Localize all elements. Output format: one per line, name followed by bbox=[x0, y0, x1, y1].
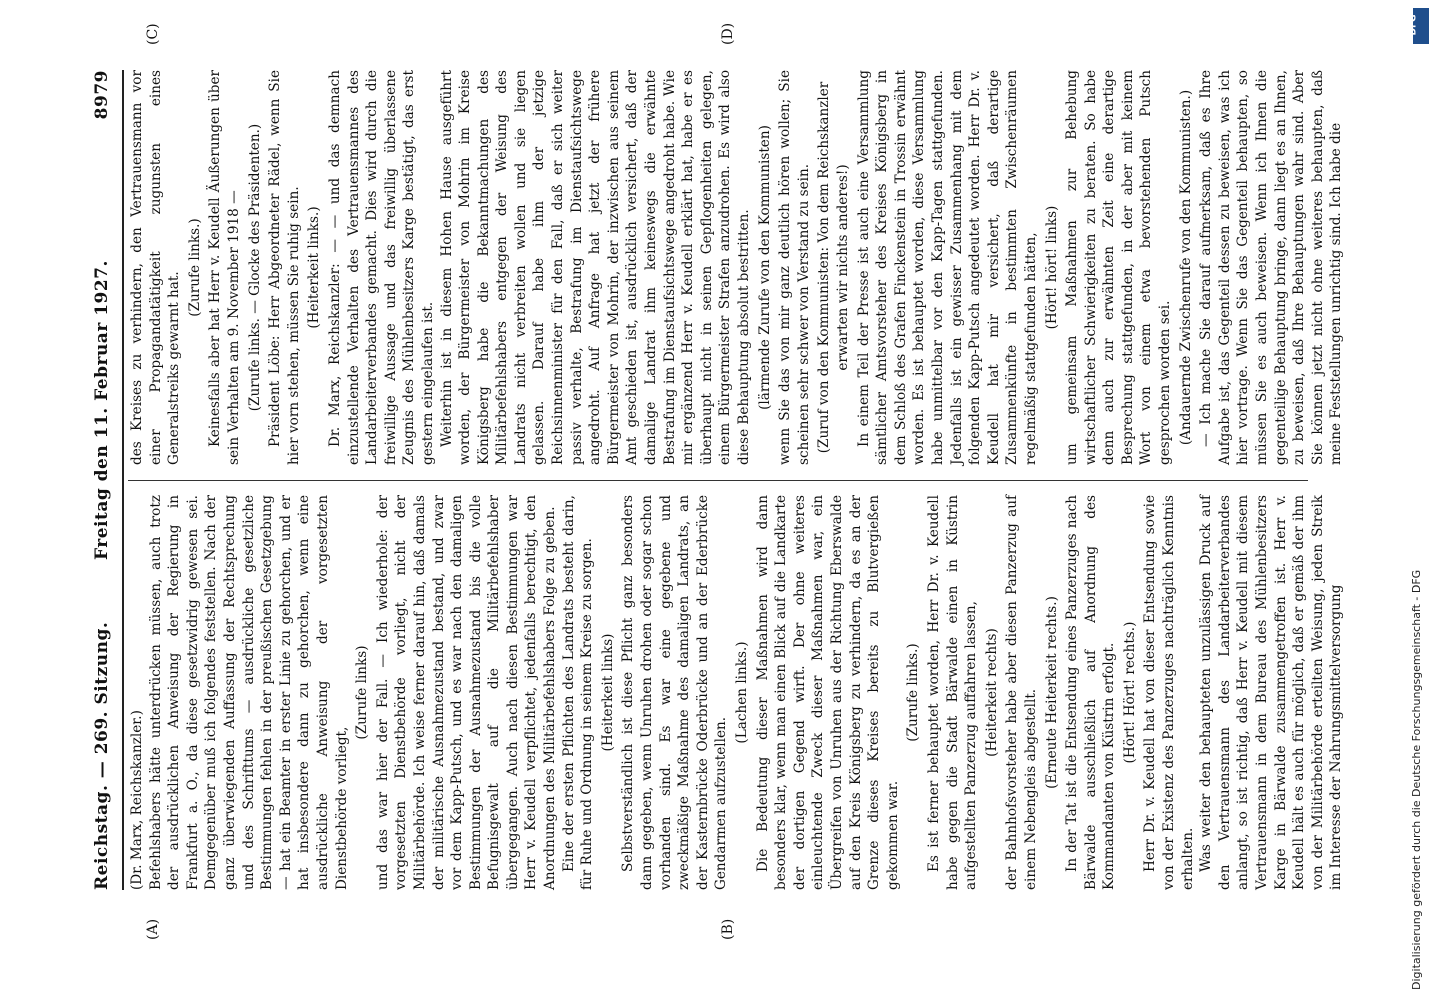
interjection: (lärmende Zurufe von den Kommunisten) bbox=[756, 125, 773, 410]
interjection: (Andauernde Zwischenrufe von den Kommunisten.) bbox=[1177, 89, 1194, 446]
text-column-left bbox=[128, 495, 1345, 890]
paragraph: In einem Teil der Presse ist auch eine Versammlung sämtlicher Amtsvorsteher des Kreises Königsberg in dem Schloß des Grafen Finckenstein in Trossin erwähnt worden. Es ist behauptet worden, diese Versammlung habe unmittelbar vor den Kapp-Tagen stattgefunden. Jedenfalls ist ein gewisser Zusammenhang mit dem folgenden Kapp-Putsch angedeutet worden. Herr Dr. v. Keudell hat mir versichert, daß derartige Zusammenkünfte in bestimmten Zwischenräumen regelmäßig stattgefunden hätten, bbox=[855, 70, 1039, 465]
paragraph: Es ist ferner behauptet worden, Herr Dr. v. Keudell habe gegen die Stadt Bärwalde einen in Küstrin aufgestellten Panzerzug auffahren lassen, bbox=[925, 495, 980, 890]
page-header bbox=[92, 70, 122, 890]
paragraph: Keinesfalls aber hat Herr v. Keudell Äußerungen über sein Verhalten am 9. November 1918 — bbox=[207, 70, 242, 465]
paragraph: Befehlshabers hätte unterdrücken müssen, auch trotz der ausdrücklichen Anweisung der Regierung in Frankfurt a. O., da diese gesetzwidrig gewesen sei. Demgegenüber muß ich folgendes feststellen. Nach der ganz überwiegenden Auffassung der Rechtsprechung und des Schrifttums — ausdrückliche gesetzliche Bestimmungen fehlen in der preußischen Gesetzgebung — hat ein Beamter in erster Linie zu gehorchen, und er hat insbesondere dann zu gehorchen, wenn eine ausdrückliche Anweisung der vorgesetzten Dienstbehörde vorliegt, bbox=[147, 495, 350, 890]
margin-mark-d: (D) bbox=[720, 22, 736, 45]
text-column-right bbox=[128, 70, 1345, 465]
header-left: Reichstag. — 269. Sitzung. bbox=[92, 621, 112, 890]
dfg-logo-icon bbox=[1408, 8, 1429, 44]
interjection: (Zurufe links) bbox=[354, 645, 371, 740]
paragraph: Präsident Löbe: Herr Abgeordneter Rädel, wenn Sie hier vorn stehen, müssen Sie ruhig sein. bbox=[267, 70, 302, 465]
column-divider bbox=[128, 480, 1308, 481]
interjection: (Hört! hört! links) bbox=[1043, 205, 1060, 330]
paragraph: Eine der ersten Pflichten des Landrats besteht darin, für Ruhe und Ordnung in seinem Kreise zu sorgen. bbox=[560, 495, 596, 890]
digitization-credit bbox=[1410, 10, 1430, 990]
header-rule bbox=[122, 70, 124, 890]
paragraph: Weiterhin ist in diesem Hohen Hause ausgeführt worden, der Bürgermeister von Mohrin im Kreise Königsberg habe die Bekanntmachungen des Militärbefehlshabers entgegen der Weisung des Landrats nicht verbreiten wollen und sie liegen gelassen. Darauf habe ihm der jetzige Reichsinnenminister für den Fall, daß er sich weiter passiv verhalte, Bestrafung im Dienstaufsichtswege angedroht. Auf Anfrage hat jetzt der frühere Bürgermeister von Mohrin, der inzwischen aus seinem Amt geschieden ist, ausdrücklich versichert, daß der damalige Landrat ihm keineswegs die erwähnte Bestrafung im Dienstaufsichtswege angedroht habe. Wie mir ergänzend Herr v. Keudell erklärt hat, habe er es überhaupt nicht in seinen Gepflogenheiten gelegen, einem Bürgermeister Strafen anzudrohen. Es wird also diese Behauptung absolut bestritten. bbox=[438, 70, 752, 465]
paragraph: Herr Dr. v. Keudell hat von dieser Entsendung sowie von der Existenz des Panzerzuges nachträglich Kenntnis erhalten. bbox=[1142, 495, 1196, 890]
margin-mark-b: (B) bbox=[720, 918, 736, 940]
interjection: (Lachen links.) bbox=[734, 641, 750, 744]
interjection: (Zuruf von den Kommunisten: Von dem Reichskanzler erwarten wir nichts anderes!) bbox=[816, 81, 851, 454]
paragraph: wenn Sie das von mir ganz deutlich hören wollen; Sie scheinen sehr schwer von Verstand zu sein. bbox=[777, 70, 812, 465]
page-number: 8979 bbox=[92, 70, 112, 120]
interjection: (Heiterkeit rechts) bbox=[983, 628, 1000, 757]
interjection: (Zurufe links.) bbox=[905, 643, 922, 742]
paragraph: und das war hier der Fall. — Ich wiederhole: der vorgesetzten Dienstbehörde vorliegt, nicht der Militärbehörde. Ich weise ferner darauf hin, daß damals der militärische Ausnahmezustand bestand, und zwar vor dem Kapp-Putsch, und es war nach den damaligen Bestimmungen der Ausnahmezustand bis die volle Befugnisgewalt auf die Militärbefehlshaber übergegangen. Auch nach diesen Bestimmungen war Herr v. Keudell verpflichtet, jedenfalls berechtigt, den Anordnungen des Militärbefehlshabers Folge zu geben. bbox=[374, 495, 559, 890]
header-date: Freitag den 11. Februar 1927. bbox=[92, 260, 112, 560]
interjection: (Heiterkeit links) bbox=[599, 633, 616, 752]
interjection: (Zurufe links.) bbox=[186, 218, 203, 317]
paragraph: Was weiter den behaupteten unzulässigen Druck auf den Vertrauensmann des Landarbeiterverbandes anlangt, so ist richtig, daß Herr v. Keudell mit diesem Vertrauensmann in dem Bureau des Mühlenbesitzers Karge in Bärwalde zusammengetroffen ist. Herr v. Keudell hält es auch für möglich, daß er gemäß der ihm von der Militärbehörde erteilten Weisung, jeden Streik im Interesse der Nahrungsmittelversorgung bbox=[1198, 495, 1345, 890]
interjection: (Heiterkeit links.) bbox=[306, 206, 323, 329]
paragraph: — Ich mache Sie darauf aufmerksam, daß es Ihre Aufgabe ist, das Gegenteil dessen zu beweisen, was ich hier vortrage. Wenn Sie das Gegenteil behaupten, so müssen Sie es auch beweisen. Wenn ich Ihnen die gegenteilige Behauptung bringe, dann liegt es an Ihnen, zu beweisen, daß Ihre Behauptungen wahr sind. Aber Sie können jetzt nicht ohne weiteres behaupten, daß meine Feststellungen unrichtig sind. Ich habe die bbox=[1198, 70, 1345, 465]
dfg-logo-text: DFG bbox=[1408, 14, 1419, 36]
interjection: (Zurufe links. — Glocke des Präsidenten.) bbox=[246, 123, 263, 412]
paragraph: In der Tat ist die Entsendung eines Panzerzuges nach Bärwalde ausschließlich auf Anordnung des Kommandanten von Küstrin erfolgt. bbox=[1064, 495, 1118, 890]
interjection: (Hört! Hört! rechts.) bbox=[1121, 621, 1138, 764]
paragraph: Dr. Marx, Reichskanzler: — — und das demnach einzustellende Verhalten des Vertrauensmannes des Landarbeiterverbandes gemacht. Dies wird durch die freiwillige Aussage und das freiwillig überlassene Zeugnis des Mühlenbesitzers Karge bestätigt, das erst gestern eingelaufen ist. bbox=[326, 70, 436, 465]
paragraph: (Dr. Marx, Reichskanzler.) bbox=[129, 710, 145, 890]
paragraph: Die Bedeutung dieser Maßnahmen wird dann besonders klar, wenn man einen Blick auf die Landkarte der dortigen Gegend wirft. Der ohne weiteres einleuchtende Zweck dieser Maßnahmen war, ein Übergreifen von Unruhen aus der Richtung Eberswalde auf den Kreis Königsberg zu verhindern, da es an der Grenze dieses Kreises bereits zu Blutvergießen gekommen war. bbox=[754, 495, 901, 890]
paragraph: der Bahnhofsvorsteher habe aber diesen Panzerzug auf einem Nebengleis abgestellt. bbox=[1004, 495, 1039, 890]
interjection: (Erneute Heiterkeit rechts.) bbox=[1043, 596, 1060, 789]
credit-text: Digitalisierung gefördert durch die Deutsche Forschungsgemeinschaft - DFG bbox=[1410, 569, 1423, 990]
margin-mark-a: (A) bbox=[145, 918, 161, 940]
margin-mark-c: (C) bbox=[145, 23, 161, 45]
paragraph: um gemeinsam Maßnahmen zur Behebung wirtschaftlicher Schwierigkeiten zu beraten. So habe denn auch zur erwähnten Zeit eine derartige Besprechung stattgefunden, in der aber mit keinem Wort von einem etwa bevorstehenden Putsch gesprochen worden sei. bbox=[1064, 70, 1174, 465]
paragraph: Selbstverständlich ist diese Pflicht ganz besonders dann gegeben, wenn Unruhen drohen oder sogar schon vorhanden sind. Es war eine gegebene und zweckmäßige Maßnahme des damaligen Landrats, an der Kasternbrücke Oderbrücke und an der Ederbrücke Gendarmen aufzustellen. bbox=[620, 495, 730, 890]
paragraph: des Kreises zu verhindern, den Vertrauensmann vor einer Propagandatätigkeit zugunsten eines Generalstreiks gewarnt hat. bbox=[129, 70, 183, 465]
